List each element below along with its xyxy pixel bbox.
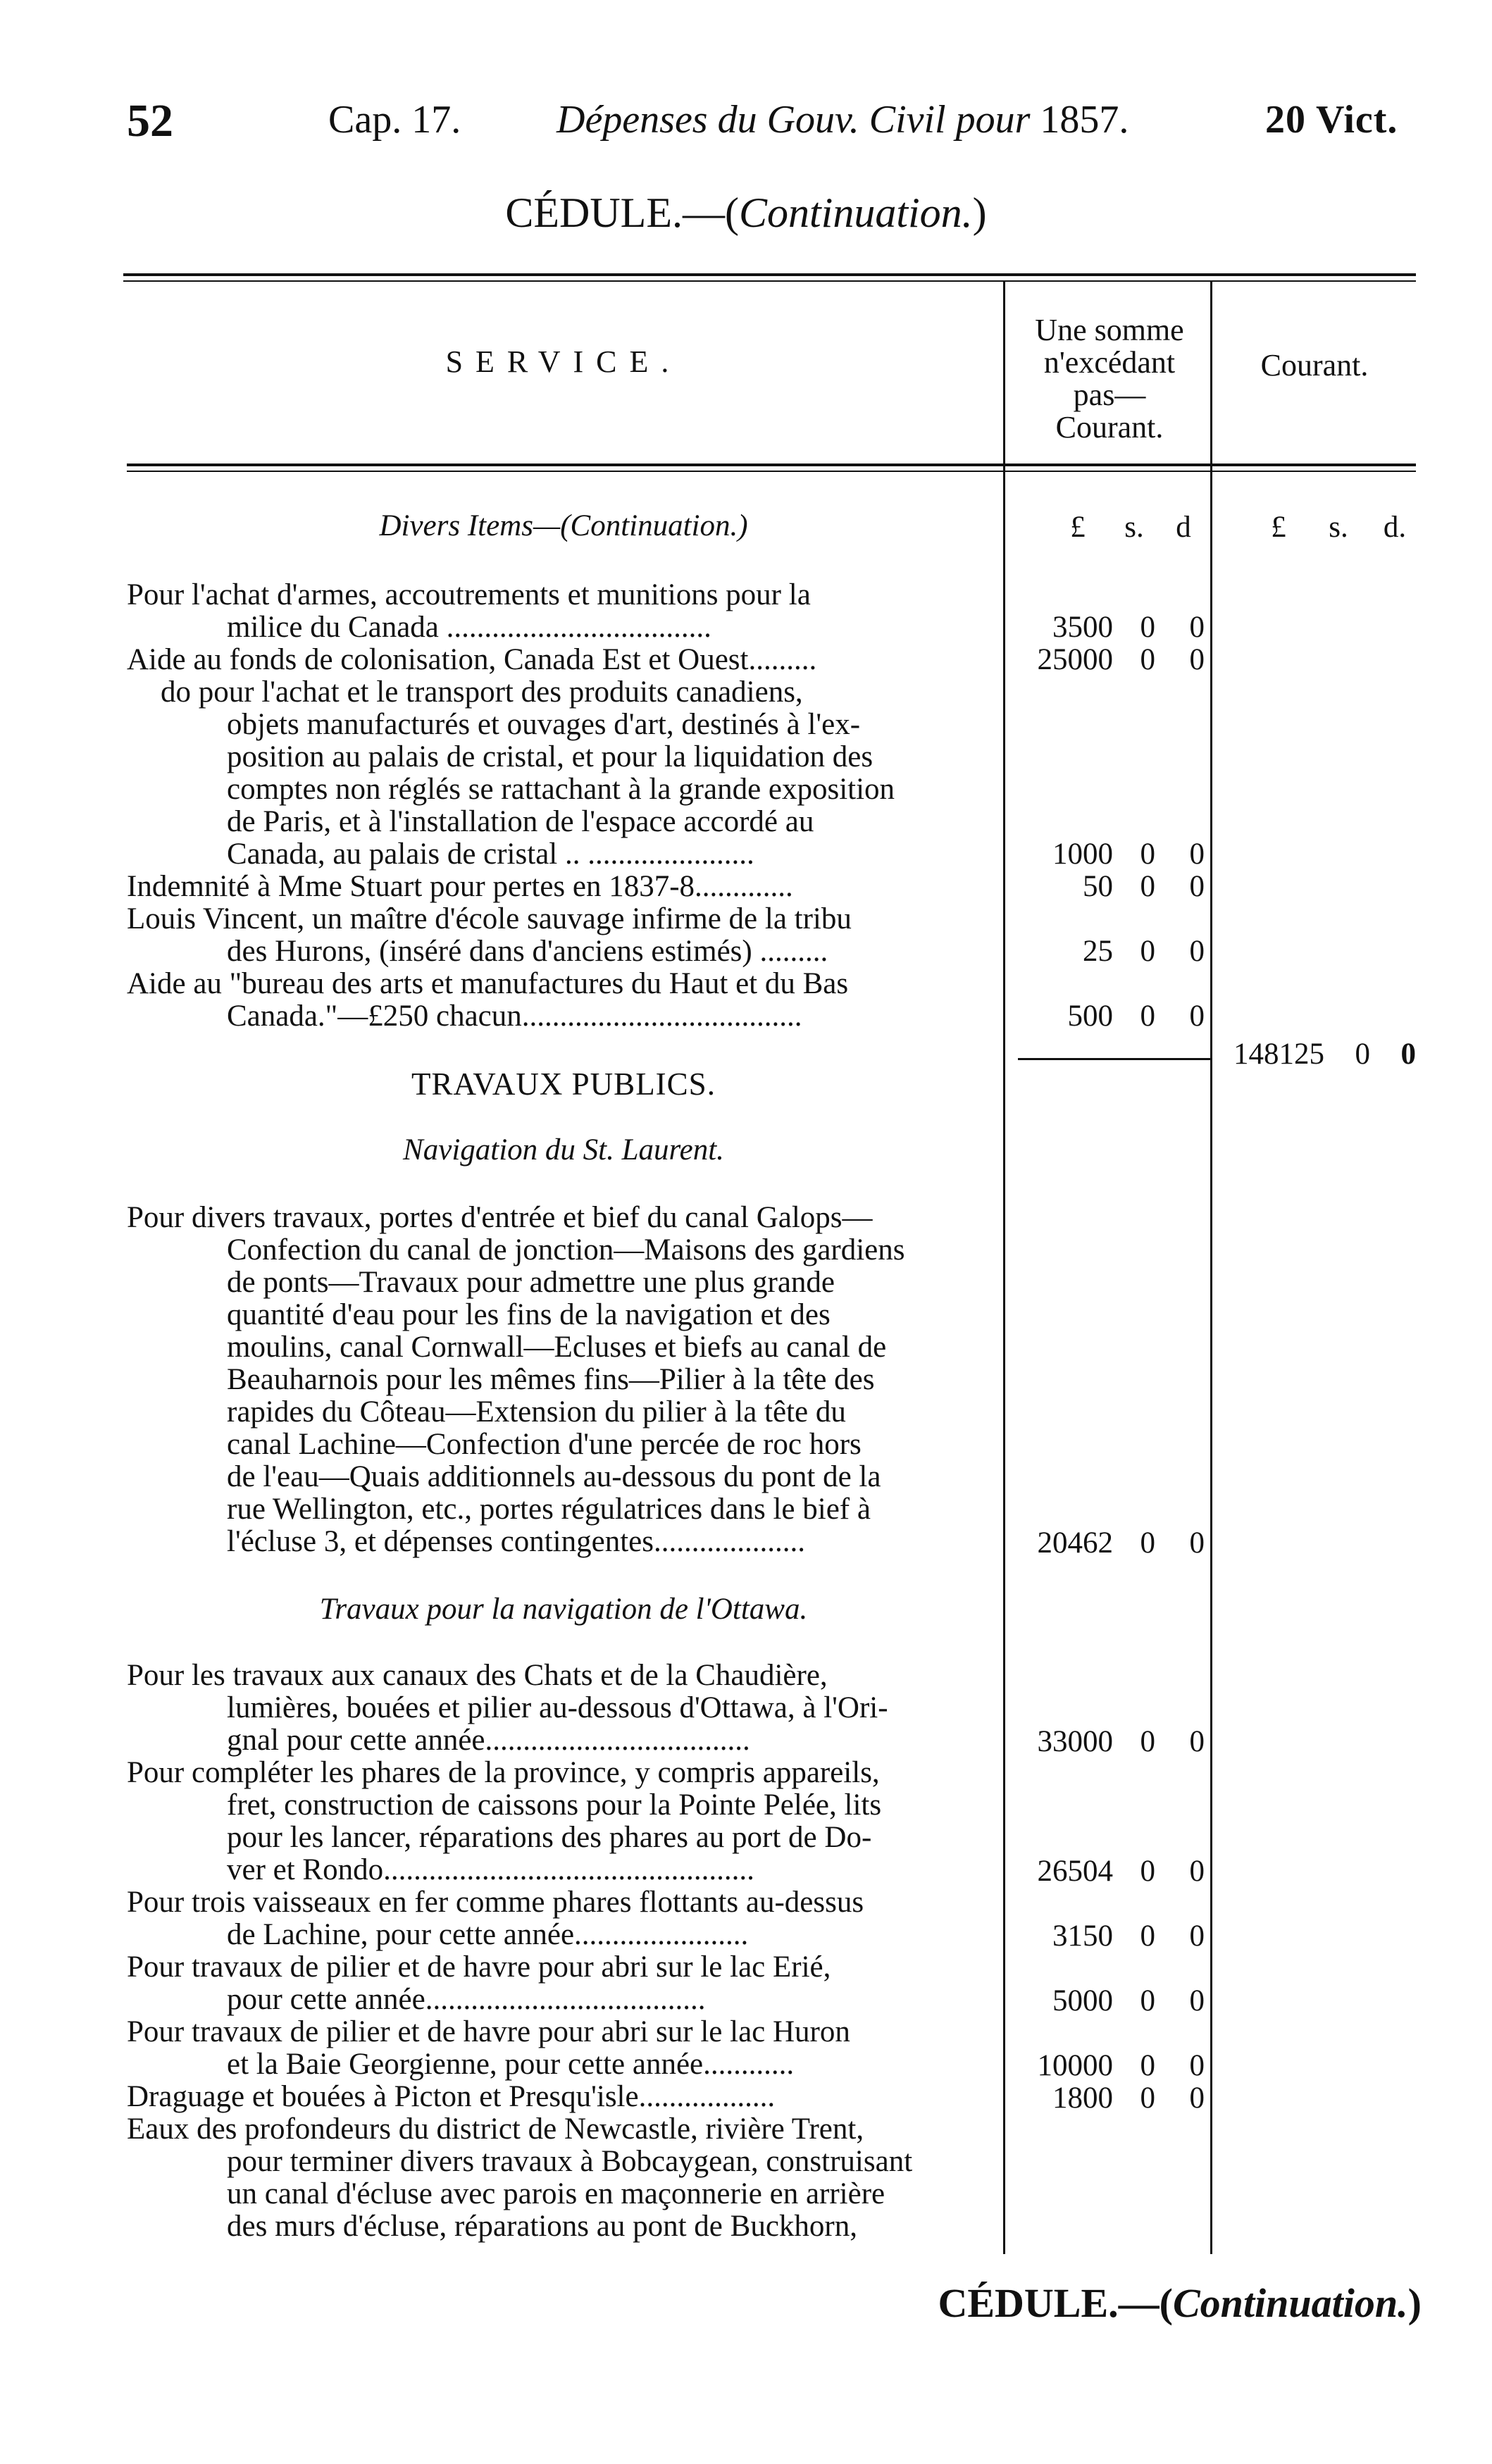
column-header-service: SERVICE. — [445, 344, 682, 379]
amount-pounds: 25 — [1083, 935, 1113, 968]
catchword-close: ) — [1407, 2280, 1422, 2326]
text-line: Eaux des profondeurs du district de Newcastle, rivière Trent, — [127, 2113, 864, 2146]
schedule-title-close: ) — [972, 189, 987, 236]
text-line: pour cette année..................................... — [227, 1983, 706, 2016]
text-line: fret, construction de caissons pour la Pointe Pelée, lits — [227, 1788, 882, 1822]
text-line: lumières, bouées et pilier au-dessous d'Ottawa, à l'Ori- — [227, 1691, 888, 1724]
running-title-year: 1857. — [1040, 98, 1129, 142]
unit-shillings-right: s. — [1329, 511, 1348, 544]
catchword-italic: Continuation. — [1173, 2280, 1408, 2326]
amount-pence: 0 — [1189, 611, 1205, 644]
text-line: objets manufacturés et ouvages d'art, destinés à l'ex- — [227, 708, 861, 741]
schedule-title-italic: Continuation. — [738, 189, 973, 236]
text-line: Confection du canal de jonction—Maisons des gardiens — [227, 1233, 905, 1267]
amount-pounds: 33000 — [1037, 1725, 1113, 1758]
text-line: milice du Canada ................................... — [227, 611, 711, 644]
amount-pounds: 20462 — [1037, 1526, 1113, 1560]
total-pounds: 148125 — [1233, 1038, 1324, 1071]
text-line: des murs d'écluse, réparations au pont de Buckhorn, — [227, 2210, 857, 2243]
amount-shillings: 0 — [1140, 870, 1155, 903]
text-line: gnal pour cette année................................... — [227, 1724, 750, 1757]
text-line: moulins, canal Cornwall—Ecluses et biefs au canal de — [227, 1331, 887, 1364]
amount-shillings: 0 — [1140, 643, 1155, 676]
amount-pence: 0 — [1189, 1725, 1205, 1758]
text-line: rapides du Côteau—Extension du pilier à la tête du — [227, 1395, 846, 1429]
amount-shillings: 0 — [1140, 611, 1155, 644]
amount-pence: 0 — [1189, 2082, 1205, 2115]
text-line: position au palais de cristal, et pour la liquidation des — [227, 740, 874, 773]
amount-shillings: 0 — [1140, 838, 1155, 871]
column-divider-1 — [1003, 282, 1005, 2254]
section-heading-ottawa: Travaux pour la navigation de l'Ottawa. — [319, 1593, 808, 1626]
total-pence: 0 — [1400, 1038, 1416, 1071]
amount-pounds: 10000 — [1037, 2049, 1113, 2082]
text-line: rue Wellington, etc., portes régulatrices dans le bief à — [227, 1493, 871, 1526]
text-line: de Lachine, pour cette année....................... — [227, 1918, 749, 1951]
table-top-rule-2 — [123, 280, 1416, 282]
text-line: Draguage et bouées à Picton et Presqu'isle.................. — [127, 2080, 776, 2113]
running-title — [557, 97, 1129, 142]
amount-pounds: 3500 — [1052, 611, 1113, 644]
text-line: Pour travaux de pilier et de havre pour abri sur le lac Huron — [127, 2015, 850, 2048]
amount-pence: 0 — [1189, 1919, 1205, 1953]
total-shillings: 0 — [1355, 1038, 1370, 1071]
page-number: 52 — [127, 95, 173, 147]
catchword-footer — [938, 2279, 1422, 2327]
text-line: pour terminer divers travaux à Bobcaygean, construisant — [227, 2145, 913, 2178]
schedule-title-main: CÉDULE.—( — [505, 189, 739, 236]
unit-pounds-left: £ — [1070, 511, 1086, 544]
amount-pence: 0 — [1189, 2049, 1205, 2082]
text-line: l'écluse 3, et dépenses contingentes.................... — [227, 1525, 805, 1558]
amount-shillings: 0 — [1140, 1000, 1155, 1033]
amount-pence: 0 — [1189, 1984, 1205, 2017]
text-line: Pour les travaux aux canaux des Chats et de la Chaudière, — [127, 1659, 828, 1692]
schedule-title — [0, 189, 1492, 237]
section-heading-divers: Divers Items—(Continuation.) — [379, 509, 748, 542]
amount-pence: 0 — [1189, 870, 1205, 903]
text-line: de ponts—Travaux pour admettre une plus grande — [227, 1266, 835, 1299]
header-bottom-rule-2 — [127, 471, 1416, 472]
column-header-excedant — [1007, 314, 1212, 444]
amount-pence: 0 — [1189, 1000, 1205, 1033]
amount-shillings: 0 — [1140, 2049, 1155, 2082]
text-line: des Hurons, (inséré dans d'anciens estimés) ......... — [227, 935, 828, 968]
text-line: et la Baie Georgienne, pour cette année............ — [227, 2048, 795, 2081]
amount-shillings: 0 — [1140, 935, 1155, 968]
section-heading-st-laurent: Navigation du St. Laurent. — [403, 1133, 724, 1166]
chapter-label: Cap. 17. — [328, 98, 461, 142]
amount-pounds: 50 — [1083, 870, 1113, 903]
amount-shillings: 0 — [1140, 1919, 1155, 1953]
unit-pence-left: d — [1176, 511, 1191, 544]
text-line: canal Lachine—Confection d'une percée de roc hors — [227, 1428, 862, 1461]
amount-pounds: 3150 — [1052, 1919, 1113, 1953]
text-line: un canal d'écluse avec parois en maçonnerie en arrière — [227, 2177, 885, 2210]
amount-shillings: 0 — [1140, 1855, 1155, 1888]
header-bottom-rule-1 — [127, 463, 1416, 466]
column-divider-2 — [1210, 282, 1212, 2254]
text-line: Beauharnois pour les mêmes fins—Pilier à la tête des — [227, 1363, 875, 1396]
amount-pence: 0 — [1189, 935, 1205, 968]
unit-shillings-left: s. — [1124, 511, 1144, 544]
amount-pounds: 26504 — [1037, 1855, 1113, 1888]
text-line: quantité d'eau pour les fins de la navigation et des — [227, 1298, 831, 1331]
amount-pounds: 5000 — [1052, 1984, 1113, 2017]
text-line: Canada."—£250 chacun..................................... — [227, 1000, 802, 1033]
unit-pence-right: d. — [1383, 511, 1407, 544]
text-line: de l'eau—Quais additionnels au-dessous du pont de la — [227, 1460, 881, 1493]
running-title-text: Dépenses du Gouv. Civil pour — [557, 98, 1031, 142]
amount-shillings: 0 — [1140, 1725, 1155, 1758]
table-top-rule-1 — [123, 273, 1416, 276]
column-header-excedant-line: Courant. — [1055, 410, 1164, 444]
unit-pounds-right: £ — [1271, 511, 1286, 544]
regnal-year: 20 Vict. — [1265, 98, 1398, 142]
amount-pence: 0 — [1189, 1526, 1205, 1560]
text-line: Pour compléter les phares de la province, y compris appareils, — [127, 1756, 880, 1789]
text-line: do pour l'achat et le transport des produits canadiens, — [161, 676, 803, 709]
text-line: Aide au fonds de colonisation, Canada Est et Ouest......... — [127, 643, 817, 676]
text-line: Louis Vincent, un maître d'école sauvage infirme de la tribu — [127, 902, 852, 935]
section-heading-travaux: TRAVAUX PUBLICS. — [411, 1066, 716, 1102]
text-line: Pour l'achat d'armes, accoutrements et munitions pour la — [127, 578, 811, 611]
amount-pounds: 1800 — [1052, 2082, 1113, 2115]
text-line: Indemnité à Mme Stuart pour pertes en 1837-8............. — [127, 870, 793, 903]
text-line: Pour divers travaux, portes d'entrée et bief du canal Galops— — [127, 1201, 873, 1234]
amount-pence: 0 — [1189, 838, 1205, 871]
amount-pence: 0 — [1189, 643, 1205, 676]
column-header-courant: Courant. — [1260, 348, 1369, 382]
amount-shillings: 0 — [1140, 1526, 1155, 1560]
amount-shillings: 0 — [1140, 1984, 1155, 2017]
text-line: pour les lancer, réparations des phares au port de Do- — [227, 1821, 872, 1854]
text-line: Aide au "bureau des arts et manufactures du Haut et du Bas — [127, 967, 849, 1000]
amount-pence: 0 — [1189, 1855, 1205, 1888]
text-line: Pour travaux de pilier et de havre pour abri sur le lac Erié, — [127, 1950, 831, 1984]
text-line: Canada, au palais de cristal .. ...................... — [227, 838, 754, 871]
subtotal-rule — [1018, 1058, 1212, 1060]
column-header-excedant-line: Une somme — [1035, 313, 1184, 347]
text-line: ver et Rondo................................................. — [227, 1853, 754, 1886]
text-line: de Paris, et à l'installation de l'espace accordé au — [227, 805, 814, 838]
text-line: comptes non réglés se rattachant à la grande exposition — [227, 773, 895, 806]
amount-pounds: 1000 — [1052, 838, 1113, 871]
amount-pounds: 25000 — [1037, 643, 1113, 676]
column-header-excedant-line: n'excédant — [1043, 345, 1176, 380]
amount-shillings: 0 — [1140, 2082, 1155, 2115]
text-line: Pour trois vaisseaux en fer comme phares flottants au-dessus — [127, 1886, 864, 1919]
amount-pounds: 500 — [1067, 1000, 1113, 1033]
catchword-main: CÉDULE.—( — [938, 2280, 1173, 2326]
column-header-excedant-line: pas— — [1073, 378, 1146, 412]
